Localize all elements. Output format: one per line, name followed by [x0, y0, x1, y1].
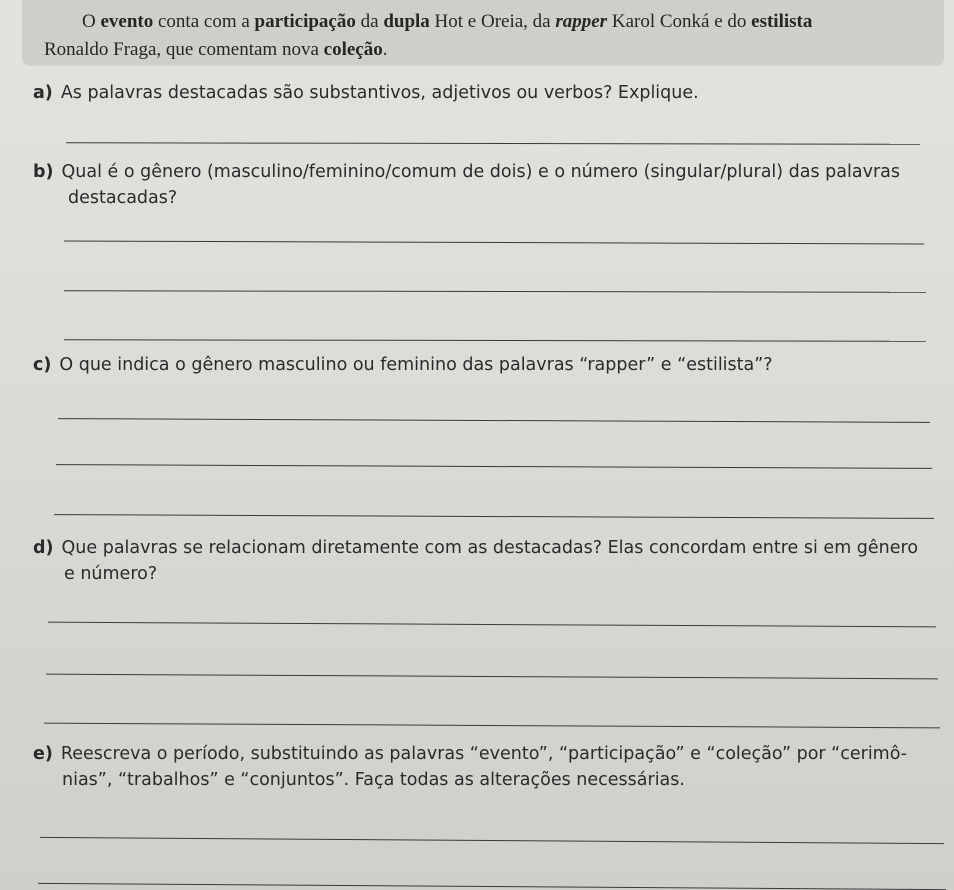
answer-line-e2[interactable] [38, 883, 946, 890]
answer-line-c2[interactable] [56, 464, 932, 469]
highlight-participacao: participação [254, 11, 356, 32]
highlight-colecao: coleção [323, 39, 383, 60]
question-e: e) Reescreva o período, substituindo as palavras “evento”, “participação” e “coleção” por “cerimô- nias”, “trabalhos” e “conjuntos”. Faça todas as alterações necessárias. [33, 744, 908, 790]
question-a: a) As palavras destacadas são substantivos, adjetivos ou verbos? Explique. [33, 83, 699, 103]
answer-line-e1[interactable] [40, 837, 944, 844]
question-d: d) Que palavras se relacionam diretamente com as destacadas? Elas concordam entre si em gênero e número? [33, 538, 919, 584]
answer-line-a1[interactable] [66, 142, 920, 144]
answer-line-c1[interactable] [58, 418, 930, 423]
answer-line-b2[interactable] [64, 290, 926, 293]
answer-line-b3[interactable] [64, 339, 926, 342]
answer-line-d2[interactable] [46, 674, 938, 680]
question-c: c) O que indica o gênero masculino ou feminino das palavras “rapper” e “estilista”? [33, 355, 773, 375]
answer-line-d1[interactable] [48, 622, 936, 628]
answer-line-c3[interactable] [54, 514, 934, 519]
intro-paragraph: O evento conta com a participação da dupla Hot e Oreia, da rapper Karol Conká e do estilista Ronaldo Fraga, que comentam nova coleção. [44, 11, 813, 60]
highlight-rapper: rapper [555, 11, 608, 32]
answer-line-d3[interactable] [44, 723, 940, 729]
answer-line-b1[interactable] [64, 240, 924, 244]
question-b: b) Qual é o gênero (masculino/feminino/comum de dois) e o número (singular/plural) das palavras destacadas? [33, 162, 900, 208]
highlight-estilista: estilista [751, 11, 813, 32]
highlight-evento: evento [100, 11, 154, 32]
highlight-dupla: dupla [383, 11, 430, 32]
